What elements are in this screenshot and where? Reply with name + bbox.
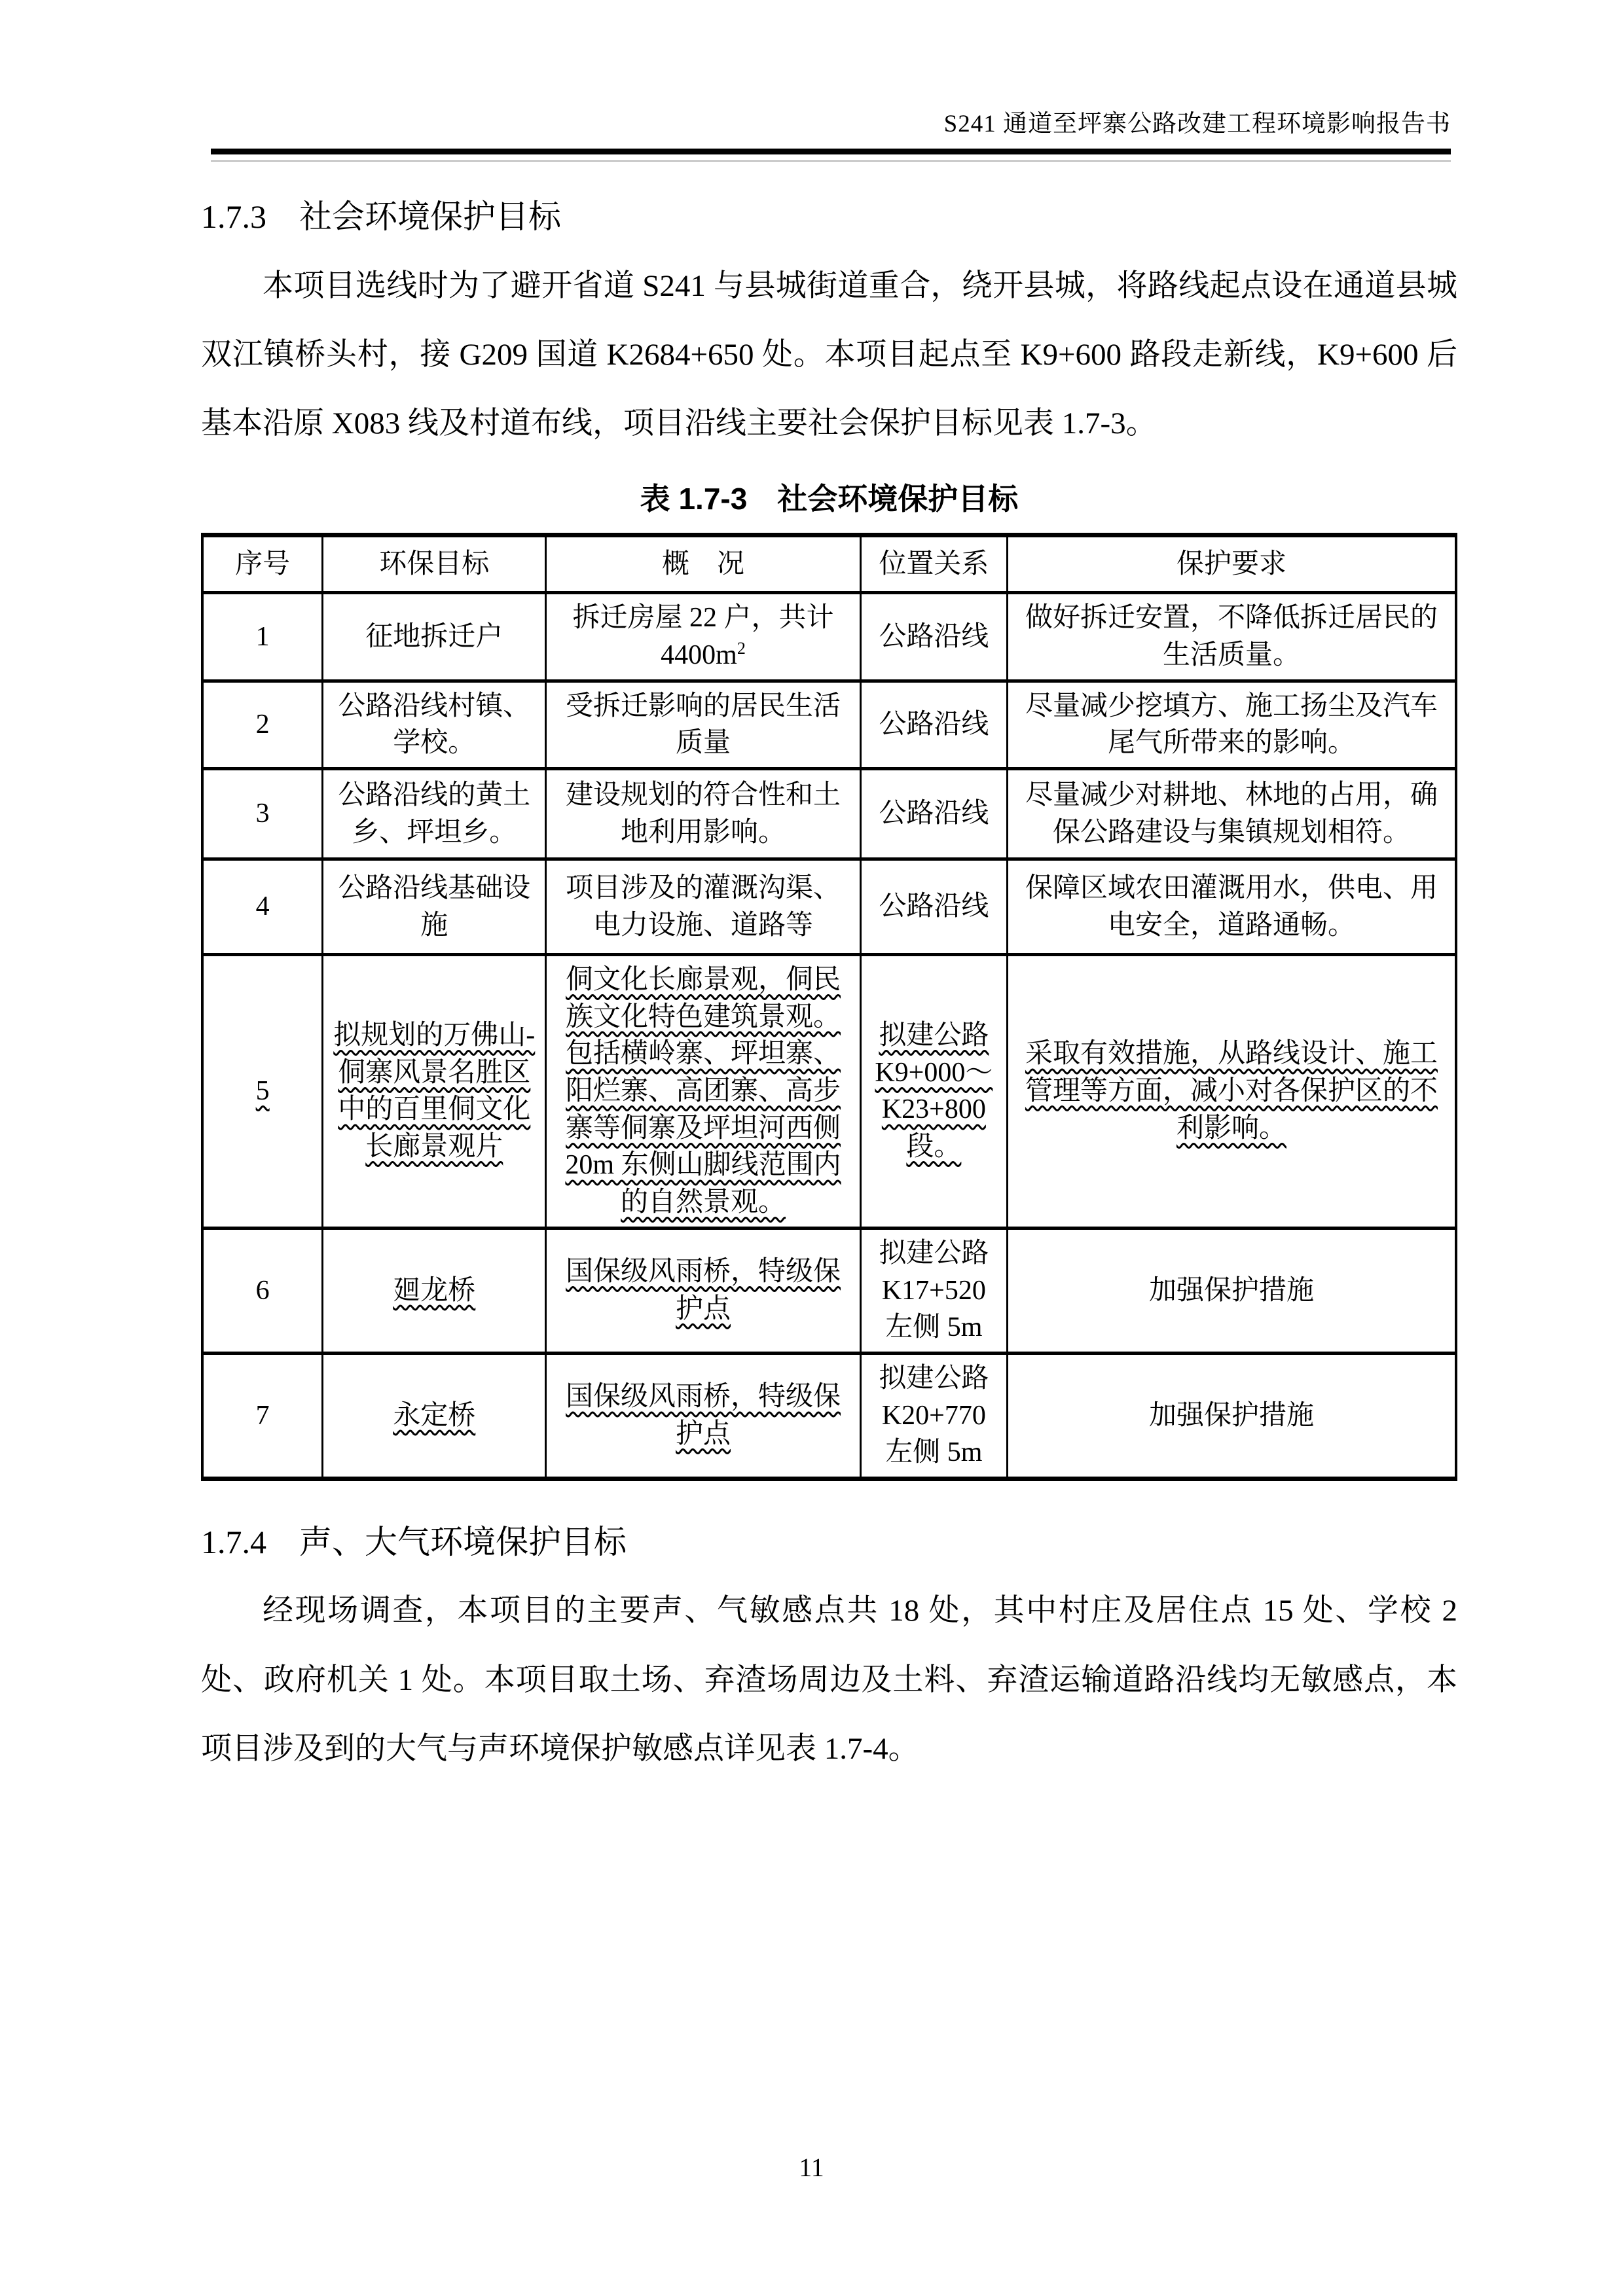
table-row xyxy=(202,1353,1456,1479)
table-row xyxy=(202,593,1456,681)
cell-text: 拟规划的万佛山-侗寨风景名胜区中的百里侗文化长廊景观片 xyxy=(333,1020,536,1162)
cell-target xyxy=(323,593,546,681)
cell-text: 国保级风雨桥，特级保护点 xyxy=(566,1382,841,1449)
cell-text: 公路沿线 xyxy=(879,891,989,922)
superscript-2: 2 xyxy=(737,638,746,658)
header-cell-overview: 概 况 xyxy=(546,535,861,593)
cell-target xyxy=(323,1228,546,1353)
section-heading-1-7-3: 1.7.3 社会环境保护目标 xyxy=(201,198,561,235)
cell-text: 征地拆迁户 xyxy=(365,621,503,652)
cell-no xyxy=(202,593,323,681)
cell-text: 拟建公路K9+000～K23+800段。 xyxy=(875,1020,993,1162)
page-number: 11 xyxy=(799,2153,824,2182)
cell-text: 侗文化长廊景观，侗民族文化特色建筑景观。包括横岭寨、坪坦寨、阳烂寨、高团寨、高步寨等侗寨及坪坦河西侧 20m 东侧山脚线范围内的自然景观。 xyxy=(565,965,841,1218)
cell-text: 7 xyxy=(255,1400,270,1431)
cell-text: 国保级风雨桥，特级保护点 xyxy=(566,1257,841,1324)
table-row xyxy=(202,1228,1456,1353)
cell-location xyxy=(860,1228,1007,1353)
cell-text: 项目涉及的灌溉沟渠、电力设施、道路等 xyxy=(566,872,841,941)
header-rule-shadow xyxy=(211,160,1451,162)
cell-text: 采取有效措施，从路线设计、施工管理等方面，减小对各保护区的不利影响。 xyxy=(1025,1039,1438,1143)
cell-requirement xyxy=(1007,1353,1456,1479)
cell-requirement xyxy=(1007,859,1456,955)
cell-text: 尽量减少对耕地、林地的占用，确保公路建设与集镇规划相符。 xyxy=(1025,780,1438,848)
cell-target xyxy=(323,859,546,955)
cell-no xyxy=(202,955,323,1229)
cell-overview xyxy=(546,681,861,768)
cell-overview xyxy=(546,859,861,955)
cell-text: 保障区域农田灌溉用水，供电、用电安全，道路通畅。 xyxy=(1025,872,1438,941)
cell-overview xyxy=(546,1228,861,1353)
cell-text: 2 xyxy=(255,709,270,740)
cell-text: 廻龙桥 xyxy=(393,1275,476,1306)
table-row xyxy=(202,859,1456,955)
cell-target xyxy=(323,955,546,1229)
cell-text: 3 xyxy=(255,798,270,829)
cell-overview xyxy=(546,1353,861,1479)
cell-no xyxy=(202,681,323,768)
cell-target xyxy=(323,1353,546,1479)
cell-text: 1 xyxy=(255,621,270,652)
table-row xyxy=(202,681,1456,768)
cell-requirement xyxy=(1007,1228,1456,1353)
cell-location xyxy=(860,1353,1007,1479)
cell-text: 建设规划的符合性和土地利用影响。 xyxy=(566,780,841,848)
paragraph-1-7-4: 经现场调查，本项目的主要声、气敏感点共 18 处，其中村庄及居住点 15 处、学校 2 处、政府机关 1 处。本项目取土场、弃渣场周边及土料、弃渣运输道路沿线均无敏感点，本项目涉及到的大气与声环境保护敏感点详见表 1.7-4。 xyxy=(201,1594,1457,1767)
table-row xyxy=(202,769,1456,859)
page-content xyxy=(201,196,1457,1784)
cell-text: 做好拆迁安置，不降低拆迁居民的生活质量。 xyxy=(1025,603,1438,670)
cell-requirement xyxy=(1007,593,1456,681)
cell-no xyxy=(202,1228,323,1353)
cell-overview xyxy=(546,769,861,859)
header-cell-no: 序号 xyxy=(202,535,323,593)
cell-text: 拟建公路K17+520左侧 5m xyxy=(879,1238,989,1343)
cell-text: 永定桥 xyxy=(393,1400,476,1431)
cell-requirement xyxy=(1007,955,1456,1229)
cell-requirement xyxy=(1007,769,1456,859)
cell-text: 公路沿线基础设施 xyxy=(338,872,531,941)
cell-text: 公路沿线村镇、学校。 xyxy=(338,691,531,759)
cell-target xyxy=(323,681,546,768)
cell-location xyxy=(860,859,1007,955)
table-caption: 表 1.7-3 社会环境保护目标 xyxy=(640,482,1019,516)
cell-text: 加强保护措施 xyxy=(1148,1275,1314,1306)
table-row xyxy=(202,955,1456,1229)
table-header-row xyxy=(202,535,1456,593)
cell-text: 公路沿线的黄土乡、坪坦乡。 xyxy=(338,780,531,848)
paragraph-1-7-3: 本项目选线时为了避开省道 S241 与县城街道重合，绕开县城，将路线起点设在通道县城双江镇桥头村，接 G209 国道 K2684+650 处。本项目起点至 K9+600 路段走新线，K9+600 后基本沿原 X083 线及村道布线，项目沿线主要社会保护目标见表 1.7-3。 xyxy=(201,268,1457,441)
cell-no xyxy=(202,769,323,859)
header-cell-requirement: 保护要求 xyxy=(1007,535,1456,593)
cell-text: 拟建公路K20+770左侧 5m xyxy=(879,1363,989,1468)
cell-location xyxy=(860,681,1007,768)
cell-text: 公路沿线 xyxy=(879,709,989,740)
cell-text: 拆迁房屋 22 户，共计 4400m xyxy=(572,603,834,670)
header-cell-location: 位置关系 xyxy=(860,535,1007,593)
cell-text: 受拆迁影响的居民生活质量 xyxy=(566,691,841,759)
cell-requirement xyxy=(1007,681,1456,768)
cell-text: 6 xyxy=(255,1275,270,1306)
cell-target xyxy=(323,769,546,859)
cell-text: 尽量减少挖填方、施工扬尘及汽车尾气所带来的影响。 xyxy=(1025,691,1438,759)
running-header-title: S241 通道至坪寨公路改建工程环境影响报告书 xyxy=(943,111,1451,137)
cell-text: 加强保护措施 xyxy=(1148,1400,1314,1431)
cell-text: 4 xyxy=(255,891,270,922)
cell-no xyxy=(202,1353,323,1479)
header-cell-target: 环保目标 xyxy=(323,535,546,593)
social-protection-targets-table xyxy=(201,533,1457,1481)
cell-location xyxy=(860,593,1007,681)
cell-text: 公路沿线 xyxy=(879,621,989,652)
cell-location xyxy=(860,955,1007,1229)
cell-location xyxy=(860,769,1007,859)
cell-no xyxy=(202,859,323,955)
header-rule xyxy=(211,149,1451,154)
cell-overview xyxy=(546,955,861,1229)
section-heading-1-7-4: 1.7.4 声、大气环境保护目标 xyxy=(201,1523,627,1560)
cell-overview xyxy=(546,593,861,681)
cell-text: 5 xyxy=(255,1076,270,1107)
cell-text: 公路沿线 xyxy=(879,798,989,829)
